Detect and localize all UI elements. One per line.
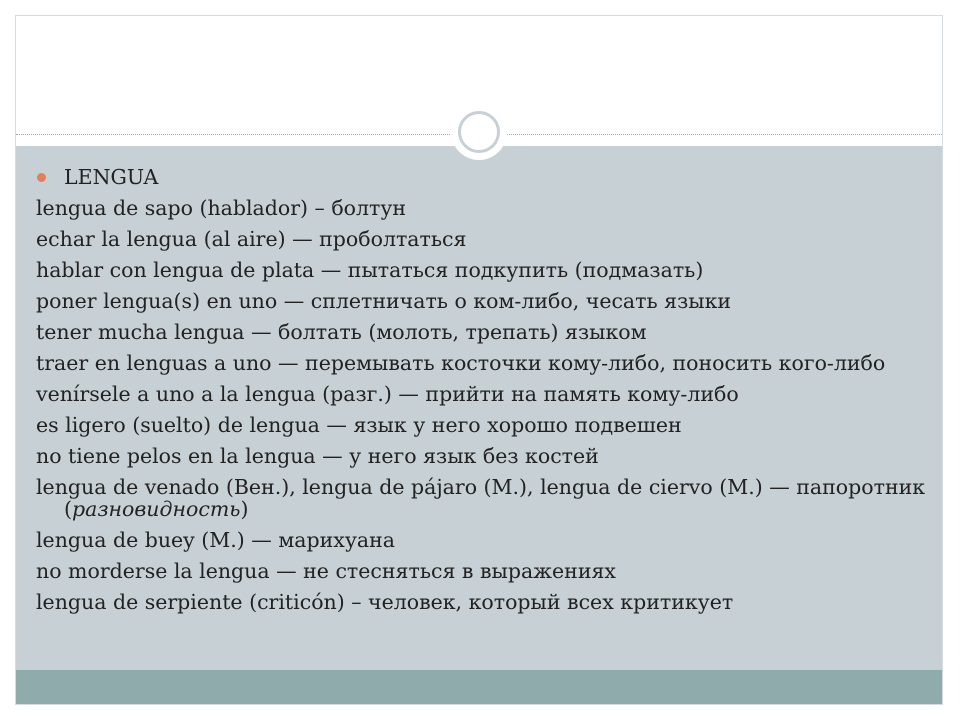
- phrase-line: lengua de serpiente (criticón) – человек, который всех критикует: [36, 590, 734, 614]
- ring-icon: [458, 111, 500, 153]
- phrase-line: tener mucha lengua — болтать (молоть, трепать) языком: [36, 320, 647, 344]
- circle-ornament-icon: [451, 104, 507, 160]
- phrase-line: lengua de buey (М.) — марихуана: [36, 528, 396, 552]
- venado-end: ): [240, 497, 249, 521]
- bullet-icon: [37, 173, 46, 182]
- phrase-line: no morderse la lengua — не стесняться в выражениях: [36, 559, 616, 583]
- phrase-line: traer en lenguas a uno — перемывать косточки кому-либо, поносить кого-либо: [36, 351, 886, 375]
- phrase-line: venírsele a uno a la lengua (разг.) — прийти на память кому-либо: [36, 382, 739, 406]
- phrase-line: es ligero (suelto) de lengua — язык у него хорошо подвешен: [36, 413, 682, 437]
- phrase-line: poner lengua(s) en uno — сплетничать о ком-либо, чесать языки: [36, 289, 732, 313]
- venado-italic: разновидность: [72, 497, 241, 521]
- footer-bar: [16, 670, 942, 704]
- slide-heading: LENGUA: [64, 165, 159, 189]
- slide-body: [36, 162, 936, 618]
- phrase-line: lengua de sapo (hablador) – болтун: [36, 196, 407, 220]
- phrase-line: echar la lengua (al aire) — проболтаться: [36, 227, 467, 251]
- phrase-line: no tiene pelos en la lengua — у него язык без костей: [36, 444, 599, 468]
- venado-main: lengua de venado (Вен.), lengua de pájaro (М.), lengua de ciervo (М.) — папоротник (: [36, 475, 926, 521]
- phrase-line: hablar con lengua de plata — пытаться подкупить (подмазать): [36, 258, 704, 282]
- phrase-line-venado: [36, 472, 936, 525]
- heading-line: [36, 162, 936, 193]
